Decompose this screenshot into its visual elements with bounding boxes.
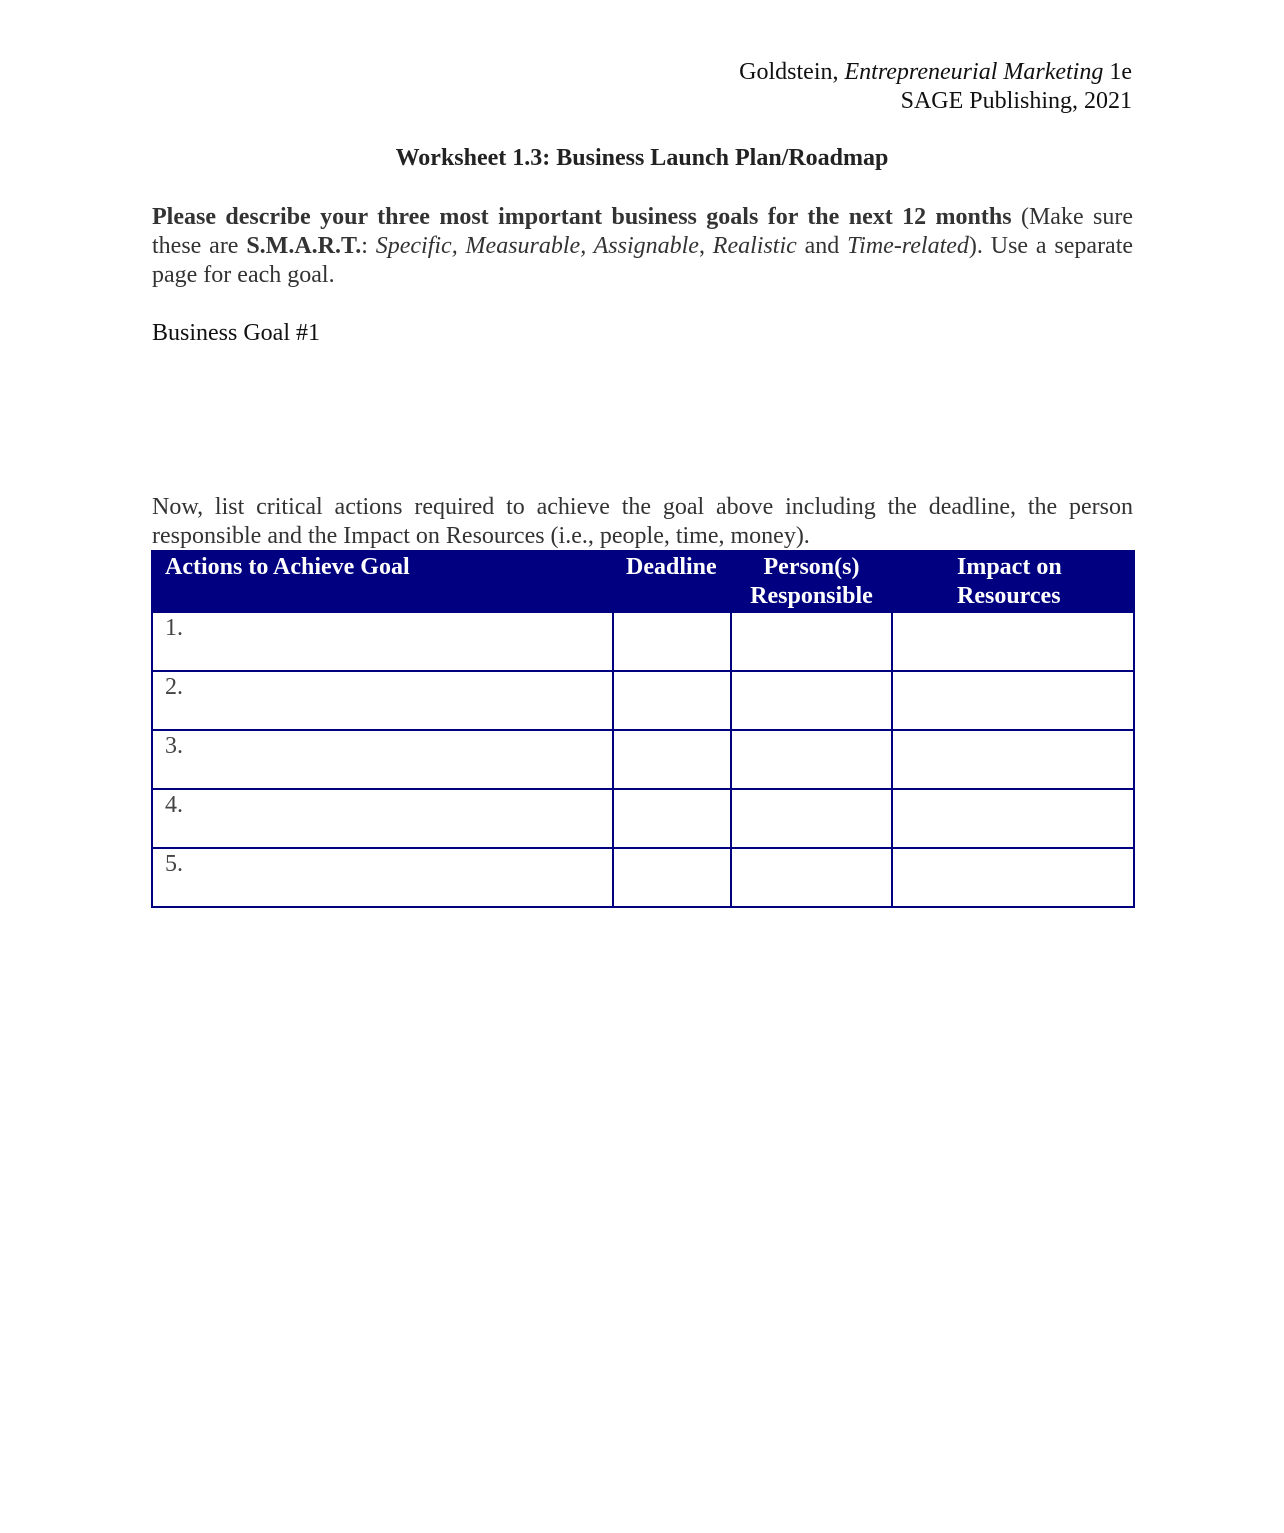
action-cell[interactable]: 1.: [152, 612, 613, 671]
person-cell[interactable]: [731, 671, 892, 730]
header-deadline: Deadline: [613, 551, 731, 612]
smart-acronym: S.M.A.R.T.: [246, 233, 362, 259]
deadline-cell[interactable]: [613, 789, 731, 848]
action-plan-table: [151, 550, 1135, 908]
business-goal-label: Business Goal #1: [152, 320, 320, 346]
impact-cell[interactable]: [892, 612, 1134, 671]
instructions-text: (Make sure these are: [152, 204, 1134, 259]
impact-cell[interactable]: [892, 730, 1134, 789]
table-row: [152, 671, 1134, 730]
person-cell[interactable]: [731, 612, 892, 671]
instructions-text: ). Use a separate page for each goal.: [152, 233, 1134, 288]
action-cell[interactable]: 5.: [152, 848, 613, 907]
smart-terms: Specific, Measurable, Assignable: [375, 233, 699, 259]
header-actions: Actions to Achieve Goal: [152, 551, 613, 612]
impact-cell[interactable]: [892, 789, 1134, 848]
deadline-cell[interactable]: [613, 612, 731, 671]
citation-line-1: [739, 58, 1132, 87]
smart-realistic: Realistic: [712, 233, 797, 259]
deadline-cell[interactable]: [613, 730, 731, 789]
instructions-text: :: [361, 233, 376, 259]
impact-cell[interactable]: [892, 671, 1134, 730]
person-cell[interactable]: [731, 789, 892, 848]
deadline-cell[interactable]: [613, 848, 731, 907]
citation-line-2: SAGE Publishing, 2021: [900, 88, 1132, 114]
smart-time-related: Time-related: [847, 233, 969, 259]
table-header-row: [152, 551, 1134, 612]
header-person-responsible: [731, 551, 892, 612]
table-row: [152, 848, 1134, 907]
action-cell[interactable]: 2.: [152, 671, 613, 730]
header-person-line2: Responsible: [750, 583, 873, 609]
instructions-text: and: [796, 233, 848, 259]
table-row: [152, 612, 1134, 671]
instructions-paragraph: [152, 203, 1133, 290]
header-impact-line1: Impact on: [957, 554, 1062, 580]
edition: 1e: [1109, 59, 1132, 85]
person-cell[interactable]: [731, 730, 892, 789]
header-impact-line2: Resources: [957, 583, 1061, 609]
action-cell[interactable]: 4.: [152, 789, 613, 848]
table-row: [152, 789, 1134, 848]
header-impact-on-resources: [892, 551, 1134, 612]
page-header: [739, 58, 1132, 116]
actions-instructions: Now, list critical actions required to achieve the goal above including the deadline, the person responsible and the Impact on Resources (i.e., people, time, money).: [152, 494, 1133, 549]
deadline-cell[interactable]: [613, 671, 731, 730]
page-title: Worksheet 1.3: Business Launch Plan/Roadmap: [395, 145, 889, 171]
person-cell[interactable]: [731, 848, 892, 907]
instructions-lead: Please describe your three most important business goals for the next 12 months: [152, 204, 1012, 230]
impact-cell[interactable]: [892, 848, 1134, 907]
author-name: Goldstein,: [739, 59, 839, 85]
header-person-line1: Person(s): [763, 554, 860, 580]
action-cell[interactable]: 3.: [152, 730, 613, 789]
book-title: Entrepreneurial Marketing: [844, 59, 1104, 85]
table-row: [152, 730, 1134, 789]
instructions-text: ,: [698, 233, 713, 259]
